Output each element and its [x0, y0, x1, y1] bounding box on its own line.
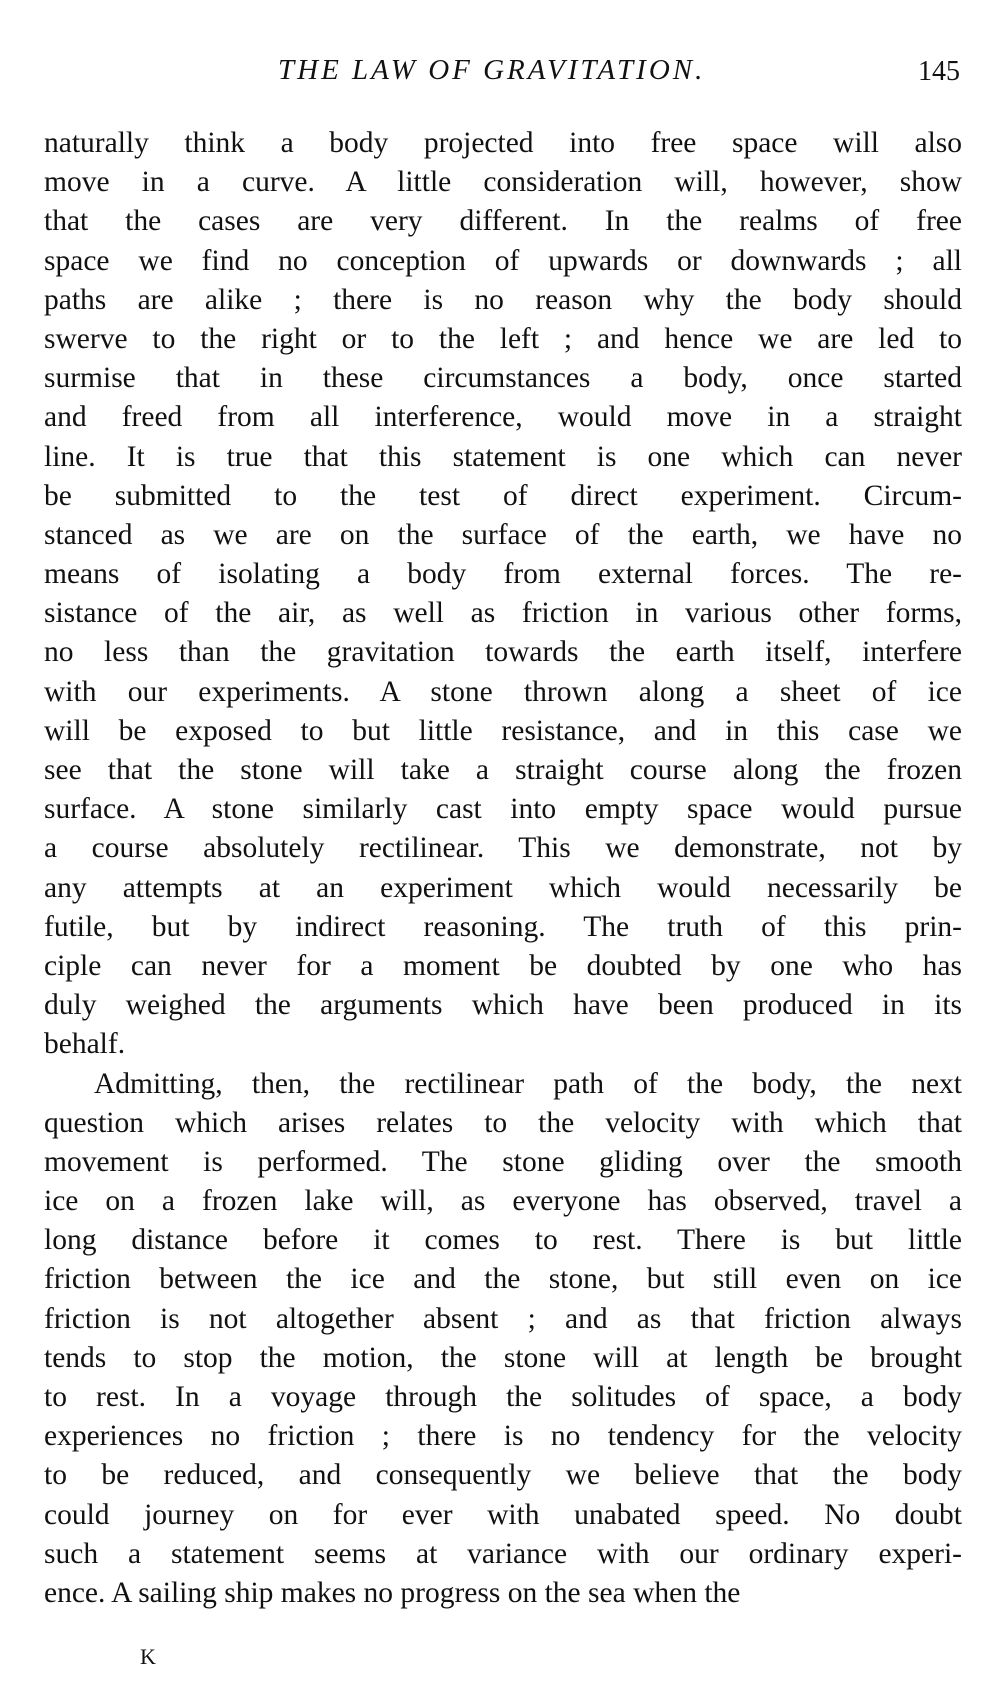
text-line: and freed from all interference, would move in a straight	[44, 401, 962, 434]
text-line: experiences no friction ; there is no tendency for the velocity	[44, 1420, 962, 1453]
text-line: to be reduced, and consequently we believe that the body	[44, 1459, 962, 1492]
text-line: line. It is true that this statement is one which can never	[44, 440, 962, 473]
text-line: space we find no conception of upwards or downwards ; all	[44, 244, 962, 277]
paragraph	[44, 124, 962, 1065]
body-text	[44, 124, 962, 1613]
text-line: ciple can never for a moment be doubted by one who has	[44, 949, 962, 982]
text-line: a course absolutely rectilinear. This we demonstrate, not by	[44, 832, 962, 865]
text-line: ice on a frozen lake will, as everyone has observed, travel a	[44, 1185, 962, 1218]
text-line: movement is performed. The stone gliding over the smooth	[44, 1145, 962, 1178]
text-line: friction between the ice and the stone, but still even on ice	[44, 1263, 962, 1296]
text-line: such a statement seems at variance with our ordinary experi-	[44, 1537, 962, 1570]
text-line: ence. A sailing ship makes no progress on the sea when the	[44, 1576, 741, 1609]
text-line: see that the stone will take a straight course along the frozen	[44, 754, 962, 786]
text-line: stanced as we are on the surface of the earth, we have no	[44, 518, 962, 551]
text-line: behalf.	[44, 1028, 126, 1061]
text-line: will be exposed to but little resistance, and in this case we	[44, 714, 962, 747]
text-line: surface. A stone similarly cast into empty space would pursue	[44, 793, 962, 826]
signature-mark: K	[140, 1644, 157, 1669]
text-line: be submitted to the test of direct experiment. Circum-	[44, 479, 962, 512]
text-line: tends to stop the motion, the stone will at length be brought	[44, 1341, 962, 1374]
text-line: paths are alike ; there is no reason why the body should	[44, 283, 962, 316]
text-line: swerve to the right or to the left ; and hence we are led to	[44, 322, 962, 355]
text-line: duly weighed the arguments which have been produced in its	[44, 989, 962, 1022]
text-line: long distance before it comes to rest. There is but little	[44, 1224, 962, 1257]
text-line: move in a curve. A little consideration will, however, show	[44, 166, 962, 199]
text-line: futile, but by indirect reasoning. The truth of this prin-	[44, 910, 962, 943]
text-line: any attempts at an experiment which would necessarily be	[44, 871, 962, 904]
text-line: could journey on for ever with unabated speed. No doubt	[44, 1498, 962, 1531]
paragraph	[44, 1065, 962, 1614]
text-line: that the cases are very different. In the realms of free	[44, 205, 962, 238]
text-line: with our experiments. A stone thrown along a sheet of ice	[44, 675, 962, 708]
text-line: naturally think a body projected into free space will also	[44, 127, 962, 159]
text-line: Admitting, then, the rectilinear path of the body, the next	[94, 1067, 962, 1100]
text-line: means of isolating a body from external forces. The re-	[44, 558, 962, 591]
text-line: to rest. In a voyage through the solitudes of space, a body	[44, 1381, 962, 1413]
text-line: friction is not altogether absent ; and as that friction always	[44, 1302, 962, 1335]
page-header	[0, 54, 1000, 94]
text-line: surmise that in these circumstances a body, once started	[44, 362, 962, 395]
running-head: THE LAW OF GRAVITATION.	[278, 54, 706, 86]
text-line: question which arises relates to the velocity with which that	[44, 1106, 962, 1139]
text-line: sistance of the air, as well as friction in various other forms,	[44, 597, 962, 630]
text-line: no less than the gravitation towards the earth itself, interfere	[44, 636, 962, 669]
page-number: 145	[918, 56, 960, 87]
